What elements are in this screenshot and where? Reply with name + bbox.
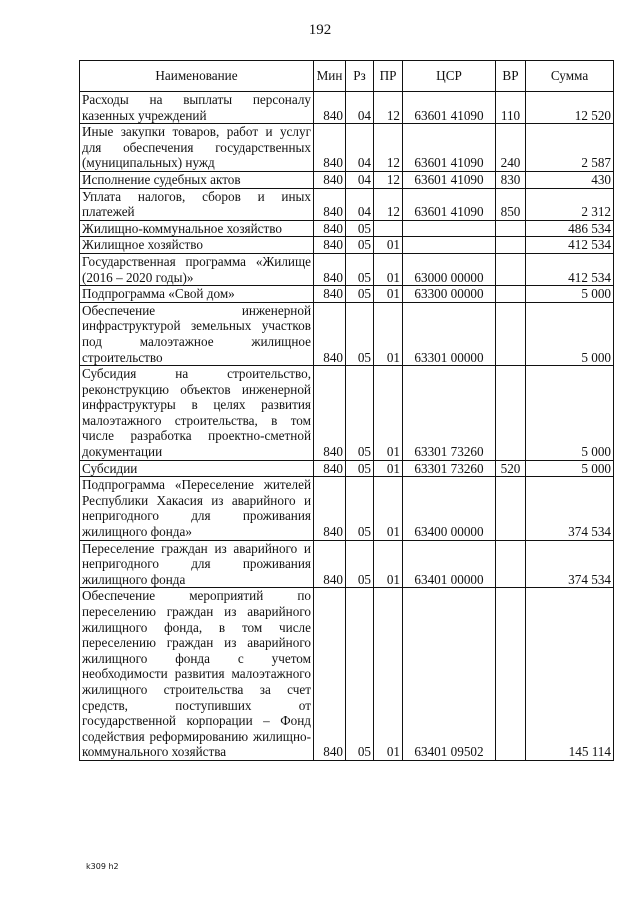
cell-pr: 01 [374, 253, 403, 285]
cell-sum: 430 [526, 171, 614, 188]
cell-pr: 12 [374, 188, 403, 220]
cell-csr: 63000 00000 [403, 253, 496, 285]
cell-sum: 412 534 [526, 237, 614, 254]
cell-min: 840 [314, 286, 346, 303]
table-row [80, 188, 614, 220]
cell-sum: 412 534 [526, 253, 614, 285]
cell-rz: 05 [346, 253, 374, 285]
cell-csr: 63300 00000 [403, 286, 496, 303]
cell-rz: 04 [346, 171, 374, 188]
cell-rz: 05 [346, 237, 374, 254]
cell-min: 840 [314, 188, 346, 220]
cell-csr: 63601 41090 [403, 92, 496, 124]
cell-min: 840 [314, 366, 346, 461]
cell-csr: 63301 73260 [403, 366, 496, 461]
cell-sum: 12 520 [526, 92, 614, 124]
cell-name: Обеспечение инженерной инфраструктурой земельных участков под малоэтажное жилищное строительство [80, 302, 314, 365]
cell-name: Исполнение судебных актов [80, 171, 314, 188]
cell-name: Подпрограмма «Свой дом» [80, 286, 314, 303]
table-row [80, 460, 614, 477]
cell-min: 840 [314, 92, 346, 124]
cell-vr [496, 220, 526, 237]
cell-rz: 05 [346, 540, 374, 588]
table-row [80, 366, 614, 461]
table-row [80, 237, 614, 254]
header-csr: ЦСР [403, 61, 496, 92]
table-row [80, 92, 614, 124]
table-row [80, 302, 614, 365]
cell-sum: 5 000 [526, 366, 614, 461]
table-header-row [80, 61, 614, 92]
table-row [80, 124, 614, 172]
table-row [80, 171, 614, 188]
header-vr: ВР [496, 61, 526, 92]
cell-pr: 01 [374, 237, 403, 254]
cell-sum: 486 534 [526, 220, 614, 237]
cell-name: Иные закупки товаров, работ и услуг для обеспечения государственных (муниципальных) нужд [80, 124, 314, 172]
cell-min: 840 [314, 588, 346, 761]
cell-vr: 110 [496, 92, 526, 124]
cell-pr [374, 220, 403, 237]
cell-min: 840 [314, 477, 346, 540]
cell-min: 840 [314, 124, 346, 172]
cell-rz: 04 [346, 188, 374, 220]
cell-pr: 01 [374, 460, 403, 477]
cell-pr: 01 [374, 540, 403, 588]
cell-rz: 05 [346, 366, 374, 461]
cell-csr: 63401 00000 [403, 540, 496, 588]
cell-sum: 5 000 [526, 460, 614, 477]
footer-code: k309 h2 [86, 862, 119, 871]
header-pr: ПР [374, 61, 403, 92]
cell-name: Жилищное хозяйство [80, 237, 314, 254]
cell-csr: 63400 00000 [403, 477, 496, 540]
cell-sum: 145 114 [526, 588, 614, 761]
cell-pr: 01 [374, 366, 403, 461]
cell-name: Уплата налогов, сборов и иных платежей [80, 188, 314, 220]
cell-min: 840 [314, 171, 346, 188]
header-min: Мин [314, 61, 346, 92]
table-row [80, 220, 614, 237]
cell-csr: 63301 00000 [403, 302, 496, 365]
cell-sum: 2 312 [526, 188, 614, 220]
cell-vr [496, 588, 526, 761]
cell-pr: 12 [374, 92, 403, 124]
cell-csr: 63301 73260 [403, 460, 496, 477]
cell-pr: 01 [374, 302, 403, 365]
cell-pr: 12 [374, 171, 403, 188]
cell-csr [403, 237, 496, 254]
table-row [80, 540, 614, 588]
cell-rz: 05 [346, 477, 374, 540]
cell-sum: 374 534 [526, 540, 614, 588]
cell-csr: 63401 09502 [403, 588, 496, 761]
cell-vr [496, 540, 526, 588]
cell-min: 840 [314, 460, 346, 477]
cell-vr: 520 [496, 460, 526, 477]
table-row [80, 286, 614, 303]
cell-rz: 05 [346, 460, 374, 477]
cell-sum: 2 587 [526, 124, 614, 172]
table-row [80, 588, 614, 761]
cell-rz: 04 [346, 92, 374, 124]
table-row [80, 477, 614, 540]
cell-vr: 830 [496, 171, 526, 188]
cell-name: Расходы на выплаты персоналу казенных учреждений [80, 92, 314, 124]
cell-pr: 01 [374, 477, 403, 540]
cell-min: 840 [314, 540, 346, 588]
cell-name: Подпрограмма «Переселение жителей Республики Хакасия из аварийного и непригодного для проживания жилищного фонда» [80, 477, 314, 540]
cell-min: 840 [314, 302, 346, 365]
cell-name: Переселение граждан из аварийного и непригодного для проживания жилищного фонда [80, 540, 314, 588]
cell-rz: 05 [346, 220, 374, 237]
cell-min: 840 [314, 253, 346, 285]
cell-name: Государственная программа «Жилище (2016 – 2020 годы)» [80, 253, 314, 285]
budget-table [79, 60, 614, 761]
cell-name: Жилищно-коммунальное хозяйство [80, 220, 314, 237]
cell-name: Обеспечение мероприятий по переселению граждан из аварийного жилищного фонда, в том числе переселению граждан из аварийного жилищного фонда с учетом необходимости развития малоэтажного жилищного строительства за счет средств, поступивших от государственной корпорации – Фонд содействия реформированию жилищно-коммунального хозяйства [80, 588, 314, 761]
cell-min: 840 [314, 220, 346, 237]
cell-sum: 5 000 [526, 286, 614, 303]
cell-csr: 63601 41090 [403, 171, 496, 188]
cell-name: Субсидия на строительство, реконструкцию объектов инженерной инфраструктуры в целях развития малоэтажного строительства, в том числе разработка проектно-сметной документации [80, 366, 314, 461]
cell-vr [496, 477, 526, 540]
cell-pr: 01 [374, 588, 403, 761]
cell-rz: 05 [346, 286, 374, 303]
header-rz: Рз [346, 61, 374, 92]
cell-vr: 850 [496, 188, 526, 220]
cell-vr [496, 237, 526, 254]
header-sum: Сумма [526, 61, 614, 92]
cell-rz: 05 [346, 302, 374, 365]
cell-rz: 05 [346, 588, 374, 761]
cell-csr: 63601 41090 [403, 188, 496, 220]
table-row [80, 253, 614, 285]
cell-pr: 12 [374, 124, 403, 172]
cell-min: 840 [314, 237, 346, 254]
cell-vr [496, 286, 526, 303]
cell-pr: 01 [374, 286, 403, 303]
cell-vr [496, 253, 526, 285]
table-body [80, 92, 614, 761]
cell-csr [403, 220, 496, 237]
page-number: 192 [308, 22, 332, 38]
cell-name: Субсидии [80, 460, 314, 477]
cell-rz: 04 [346, 124, 374, 172]
cell-vr: 240 [496, 124, 526, 172]
cell-sum: 5 000 [526, 302, 614, 365]
cell-vr [496, 302, 526, 365]
cell-csr: 63601 41090 [403, 124, 496, 172]
header-name: Наименование [80, 61, 314, 92]
cell-vr [496, 366, 526, 461]
cell-sum: 374 534 [526, 477, 614, 540]
